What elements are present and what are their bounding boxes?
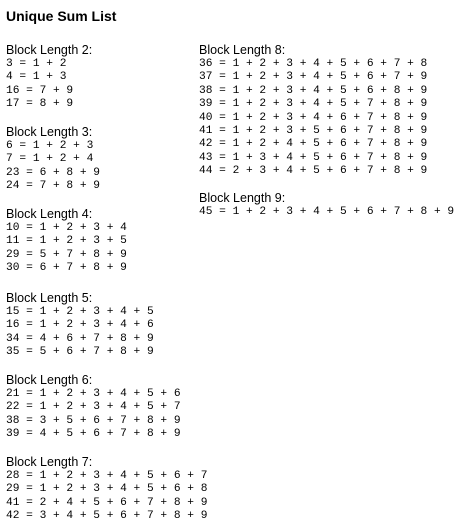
block-heading: Block Length 2: — [6, 43, 93, 57]
sum-equation: 16 = 7 + 9 — [6, 84, 74, 97]
sum-equation: 28 = 1 + 2 + 3 + 4 + 5 + 6 + 7 — [6, 470, 208, 482]
sum-equation: 44 = 2 + 3 + 4 + 5 + 6 + 7 + 8 + 9 — [199, 165, 428, 178]
sum-equation: 11 = 1 + 2 + 3 + 5 — [6, 235, 127, 248]
sum-equation: 43 = 1 + 3 + 4 + 5 + 6 + 7 + 8 + 9 — [199, 151, 428, 164]
block-heading: Block Length 9: — [199, 191, 286, 205]
sum-equation: 4 = 1 + 3 — [6, 71, 67, 84]
block-heading: Block Length 4: — [6, 207, 93, 221]
sum-equation: 42 = 3 + 4 + 5 + 6 + 7 + 8 + 9 — [6, 510, 208, 523]
block-heading: Block Length 5: — [6, 291, 93, 305]
sum-equation: 41 = 1 + 2 + 3 + 5 + 6 + 7 + 8 + 9 — [199, 124, 428, 137]
sum-equation: 38 = 3 + 5 + 6 + 7 + 8 + 9 — [6, 414, 181, 427]
sum-block — [6, 207, 127, 276]
sum-equation: 29 = 5 + 7 + 8 + 9 — [6, 248, 127, 261]
sum-equation: 6 = 1 + 2 + 3 — [6, 140, 94, 152]
sum-equation: 41 = 2 + 4 + 5 + 6 + 7 + 8 + 9 — [6, 496, 208, 509]
sum-equation: 29 = 1 + 2 + 3 + 4 + 5 + 6 + 8 — [6, 483, 208, 496]
sum-equation: 21 = 1 + 2 + 3 + 4 + 5 + 6 — [6, 388, 181, 400]
sum-equation: 24 = 7 + 8 + 9 — [6, 180, 100, 193]
block-heading: Block Length 8: — [199, 43, 286, 57]
sum-equation: 37 = 1 + 2 + 3 + 4 + 5 + 6 + 7 + 9 — [199, 71, 428, 84]
sum-equation: 30 = 6 + 7 + 8 + 9 — [6, 262, 127, 275]
sum-equation: 36 = 1 + 2 + 3 + 4 + 5 + 6 + 7 + 8 — [199, 58, 428, 70]
sum-block — [6, 455, 207, 524]
sum-block — [199, 191, 454, 219]
block-heading: Block Length 3: — [6, 125, 93, 139]
sum-equation: 7 = 1 + 2 + 4 — [6, 153, 94, 166]
sum-equation: 23 = 6 + 8 + 9 — [6, 166, 100, 179]
sum-block — [6, 43, 92, 112]
page-title: Unique Sum List — [6, 8, 117, 24]
sum-equation: 39 = 1 + 2 + 3 + 4 + 5 + 7 + 8 + 9 — [199, 98, 428, 111]
sum-equation: 17 = 8 + 9 — [6, 98, 74, 111]
sum-block — [6, 125, 100, 194]
sum-block — [6, 291, 154, 360]
sum-equation: 35 = 5 + 6 + 7 + 8 + 9 — [6, 346, 154, 359]
sum-equation: 38 = 1 + 2 + 3 + 4 + 5 + 6 + 8 + 9 — [199, 84, 428, 97]
sum-equation: 22 = 1 + 2 + 3 + 4 + 5 + 7 — [6, 401, 181, 414]
sum-equation: 15 = 1 + 2 + 3 + 4 + 5 — [6, 306, 154, 318]
sum-equation: 34 = 4 + 6 + 7 + 8 + 9 — [6, 332, 154, 345]
sum-equation: 39 = 4 + 5 + 6 + 7 + 8 + 9 — [6, 428, 181, 441]
sum-equation: 3 = 1 + 2 — [6, 58, 67, 70]
sum-block — [199, 43, 427, 179]
sum-equation: 16 = 1 + 2 + 3 + 4 + 6 — [6, 319, 154, 332]
sum-equation: 10 = 1 + 2 + 3 + 4 — [6, 222, 127, 234]
block-heading: Block Length 7: — [6, 455, 93, 469]
sum-equation: 40 = 1 + 2 + 3 + 4 + 6 + 7 + 8 + 9 — [199, 111, 428, 124]
sum-equation: 45 = 1 + 2 + 3 + 4 + 5 + 6 + 7 + 8 + 9 — [199, 206, 455, 218]
block-heading: Block Length 6: — [6, 373, 93, 387]
sum-block — [6, 373, 181, 442]
sum-equation: 42 = 1 + 2 + 4 + 5 + 6 + 7 + 8 + 9 — [199, 138, 428, 151]
